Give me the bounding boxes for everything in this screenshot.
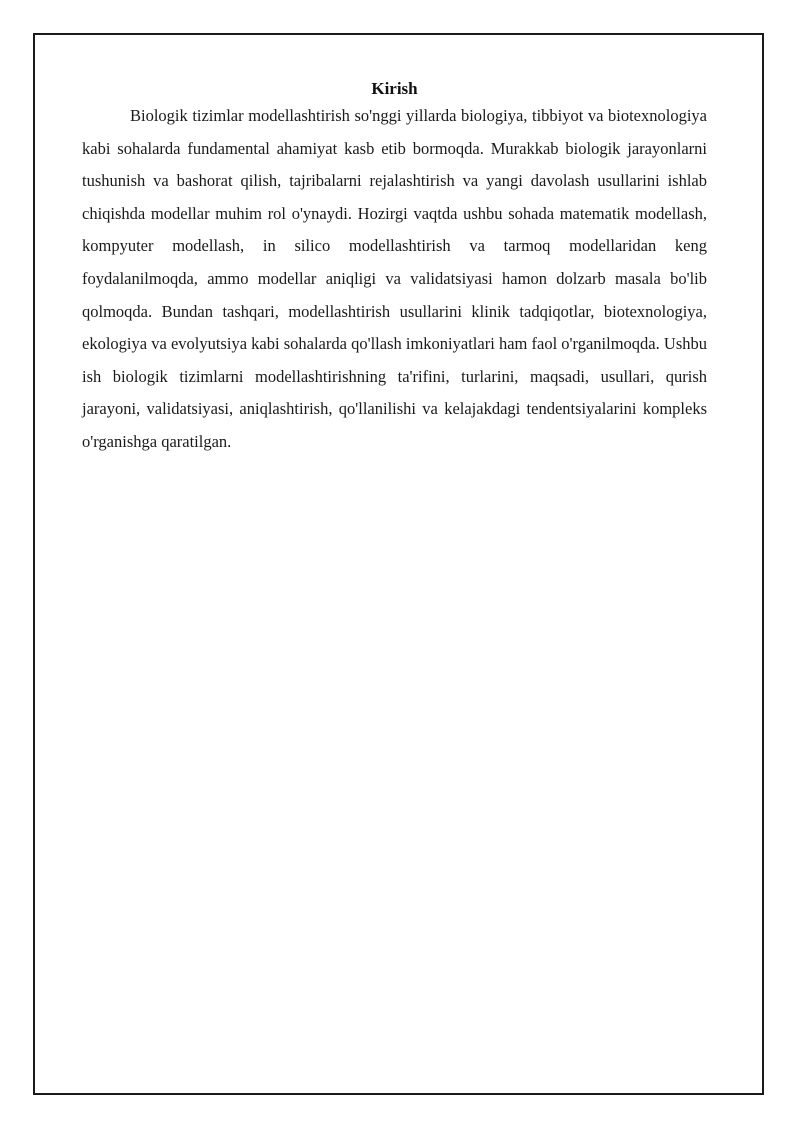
intro-paragraph: Biologik tizimlar modellashtirish so'nggi yillarda biologiya, tibbiyot va biotexnologiya kabi sohalarda fundamental ahamiyat kasb etib bormoqda. Murakkab biologik jarayonlarni tushunish va bashorat qilish, tajribalarni rejalashtirish va yangi davolash usullarini ishlab chiqishda modellar muhim rol o'ynaydi. Hozirgi vaqtda ushbu sohada matematik modellash, kompyuter modellash, in silico modellashtirish va tarmoq modellaridan keng foydalanilmoqda, ammo modellar aniqligi va validatsiyasi hamon dolzarb masala bo'lib qolmoqda. Bundan tashqari, modellashtirish usullarini klinik tadqiqotlar, biotexnologiya, ekologiya va evolyutsiya kabi sohalarda qo'llash imkoniyatlari ham faol o'rganilmoqda. Ushbu ish biologik tizimlarni modellashtirishning ta'rifini, turlarini, maqsadi, usullari, qurish jarayoni, validatsiyasi, aniqlashtirish, qo'llanilishi va kelajakdagi tendentsiyalarini kompleks o'rganishga qaratilgan. — [82, 106, 707, 451]
document-body — [82, 48, 707, 459]
section-title: Kirish — [371, 79, 418, 98]
